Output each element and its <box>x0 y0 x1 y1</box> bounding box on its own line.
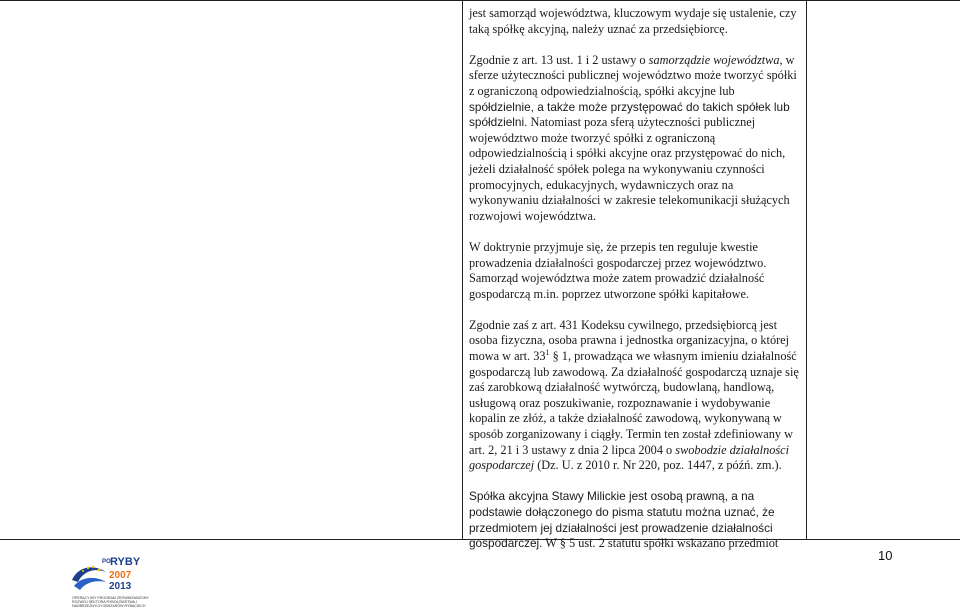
logo-year-start: 2007 <box>109 570 132 581</box>
paragraph-2: Zgodnie z art. 13 ust. 1 i 2 ustawy o samorządzie województwa, w sferze użyteczności publicznej województwo może tworzyć spółki z ograniczoną odpowiedzialnością, spółki akcyjne lub spółdzielnie, a także może przystępować do takich spółek lub spółdzielni. Natomiast poza sferą użyteczności publicznej województwo może tworzyć spółki z ograniczoną odpowiedzialnością i spółki akcyjne oraz przystępować do nich, jeżeli działalność spółek polega na wykonywaniu czynności promocyjnych, edukacyjnych, wydawniczych oraz na wykonywaniu działalności w zakresie telekomunikacji służących rozwojowi województwa. <box>469 52 797 223</box>
paragraph-1: jest samorząd województwa, kluczowym wydaje się ustalenie, czy taką spółkę akcyjną, należy uznać za przedsiębiorcę. <box>469 6 797 36</box>
po-ryby-logo <box>68 558 152 610</box>
paragraph-3: W doktrynie przyjmuje się, że przepis ten reguluje kwestie prowadzenia działalności gospodarczej przez województwo. Samorząd województwa może zatem prowadzić działalność gospodarczą m.in. poprzez utworzone spółki kapitałowe. <box>469 239 767 301</box>
page-number: 10 <box>878 548 893 563</box>
logo-caption: OPERACYJNY PROGRAM ZRÓWNOWAŻONY ROZWÓJ SEKTORA RYBOŁÓWSTWA I NADBRZEŻNYCH OBSZARÓW RYBACKICH <box>72 596 149 608</box>
paragraph-5: Spółka akcyjna Stawy Milickie jest osobą prawną, a na podstawie dołączonego do pisma statutu można uznać, że przedmiotem jej działalności jest prowadzenie działalności gospodarczej. W § 5 ust. 2 statutu spółki wskazano przedmiot <box>469 489 779 551</box>
column-divider-left <box>462 0 463 540</box>
logo-po: PO <box>102 559 111 565</box>
text-cell <box>469 6 799 552</box>
logo-year-end: 2013 <box>109 581 132 592</box>
table-top-border <box>0 0 960 1</box>
paragraph-4: Zgodnie zaś z art. 431 Kodeksu cywilnego, przedsiębiorcą jest osoba fizyczna, osoba prawna i jednostka organizacyjna, o której mowa w art. $33^1$ § 1, prowadząca we własnym imieniu działalność gospodarczą lub zawodową. Za działalność gospodarczą uznaje się zaś zarobkową działalność wytwórczą, budowlaną, handlową, usługową oraz poszukiwanie, rozpoznawanie i wydobywanie kopalin ze złóż, a także działalność zawodową, wykonywaną w sposób zorganizowany i ciągły. Termin ten został zdefiniowany w art. 2, 21 i 3 ustawy z dnia 2 lipca 2004 o swobodzie działalności gospodarczej (Dz. U. z 2010 r. Nr 220, poz. 1447, z późń. zm.). <box>469 317 799 473</box>
column-divider-right <box>806 0 807 540</box>
logo-ryby: RYBY <box>110 556 141 568</box>
